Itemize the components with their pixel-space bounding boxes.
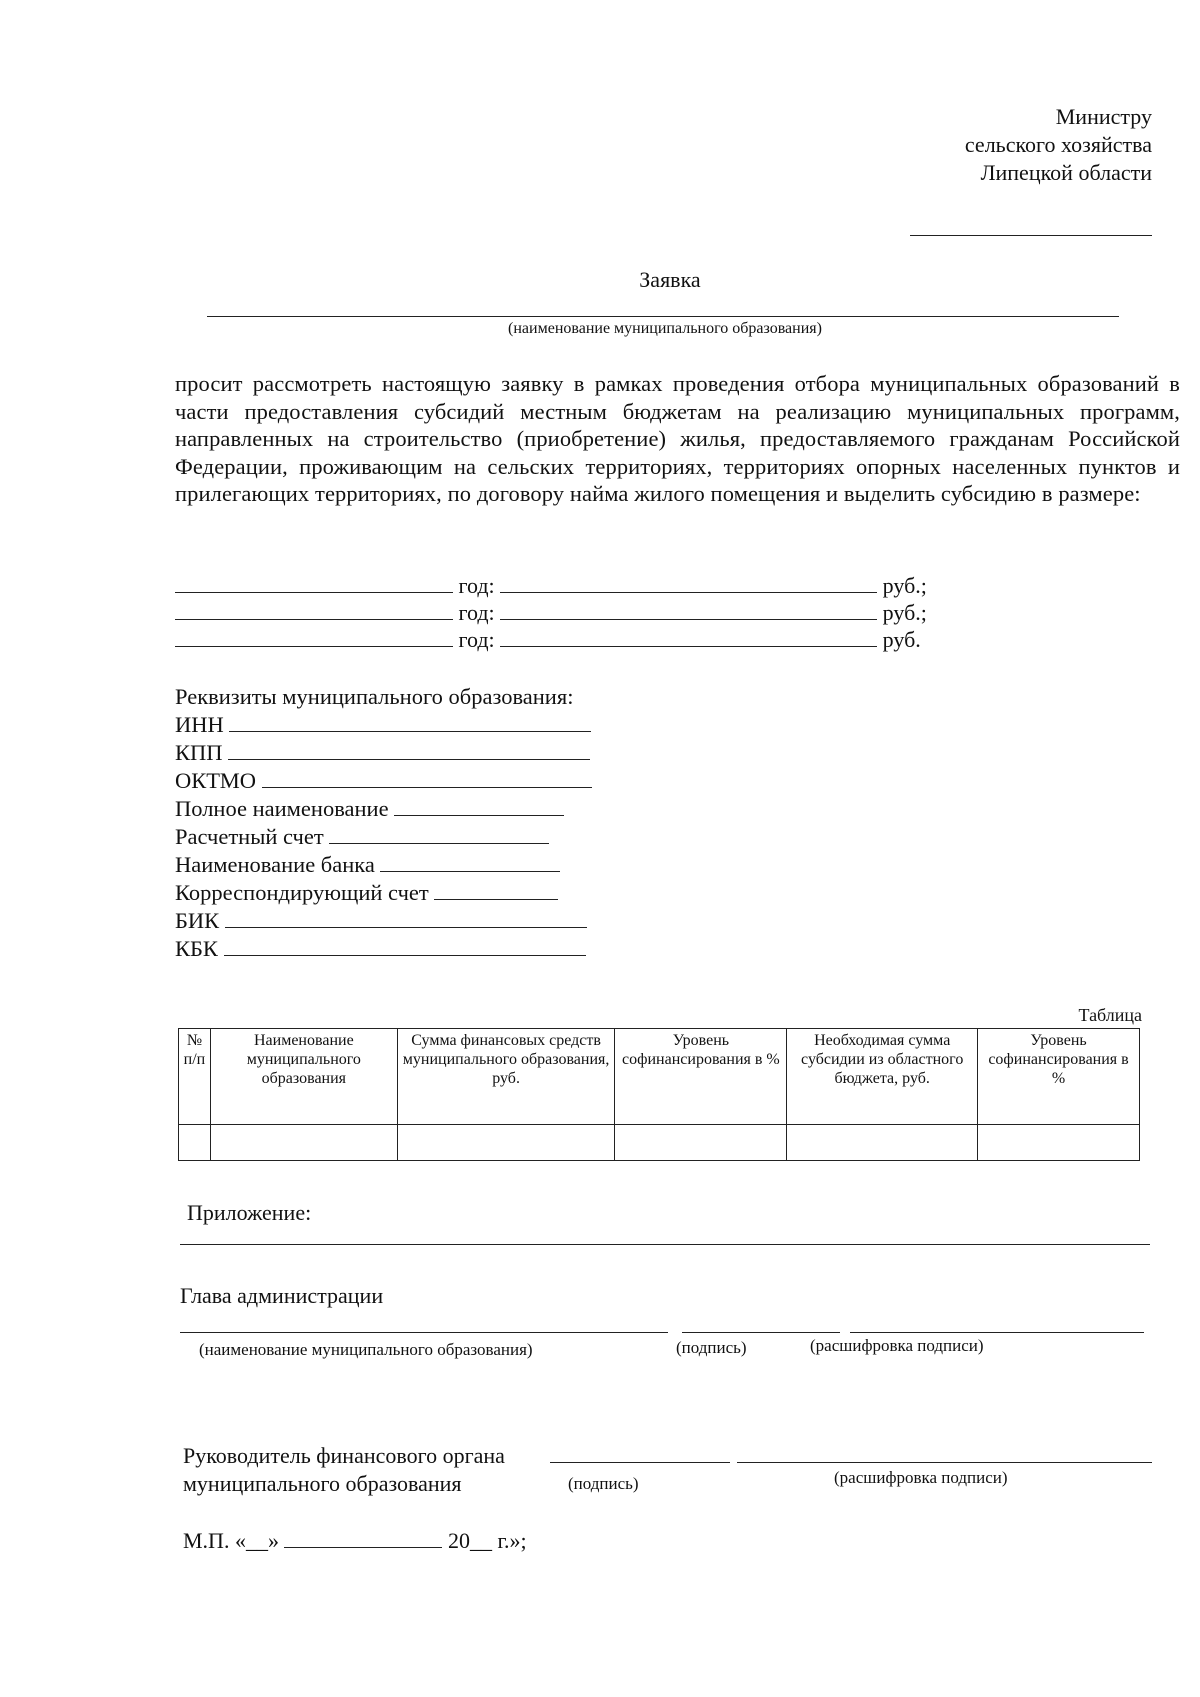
table-cell[interactable] xyxy=(210,1125,397,1161)
table-cell[interactable] xyxy=(787,1125,978,1161)
corr-account-blank[interactable] xyxy=(434,879,558,900)
recipient-block xyxy=(965,103,1152,187)
requisite-oktmo: ОКТМО xyxy=(175,767,592,795)
bik-blank[interactable] xyxy=(225,907,587,928)
head-admin-decode-line[interactable] xyxy=(850,1332,1144,1333)
header-cell: Уровень софинансирования в % xyxy=(615,1029,787,1125)
currency-label: руб. xyxy=(882,627,921,652)
finance-head-sign-line[interactable] xyxy=(550,1462,730,1463)
date-month-blank[interactable] xyxy=(284,1527,442,1548)
header-cell: Наименование муниципального образования xyxy=(210,1029,397,1125)
year-label: год: xyxy=(458,573,495,598)
header-cell: № п/п xyxy=(179,1029,211,1125)
table-cell[interactable] xyxy=(978,1125,1140,1161)
head-admin-name-caption: (наименование муниципального образования) xyxy=(199,1340,533,1359)
head-admin-sign-line[interactable] xyxy=(682,1332,840,1333)
table-label: Таблица xyxy=(1078,1005,1142,1025)
table-row xyxy=(179,1125,1140,1161)
recipient-blank-line[interactable] xyxy=(910,235,1152,236)
year-suffix: 20__ г.»; xyxy=(447,1528,527,1553)
year-label: год: xyxy=(458,600,495,625)
full-name-blank[interactable] xyxy=(394,795,564,816)
table-cell[interactable] xyxy=(397,1125,615,1161)
recipient-line-2: сельского хозяйства xyxy=(964,132,1152,157)
account-blank[interactable] xyxy=(329,823,549,844)
table-header-row xyxy=(179,1029,1140,1125)
requisites-block xyxy=(175,683,592,963)
recipient-line-1: Министру xyxy=(1055,104,1152,129)
kbk-blank[interactable] xyxy=(224,935,586,956)
amount-blank[interactable] xyxy=(500,572,877,593)
stamp-date-line xyxy=(183,1527,527,1554)
requisite-full-name: Полное наименование xyxy=(175,795,592,823)
currency-label: руб.; xyxy=(882,573,927,598)
kpp-blank[interactable] xyxy=(228,739,590,760)
year-amount-row-3 xyxy=(175,626,921,653)
year-blank[interactable] xyxy=(175,572,453,593)
table-cell[interactable] xyxy=(179,1125,211,1161)
subsidy-table xyxy=(178,1028,1140,1161)
year-blank[interactable] xyxy=(175,626,453,647)
requisite-corr-account: Корреспондирующий счет xyxy=(175,879,592,907)
request-paragraph: просит рассмотреть настоящую заявку в рамках проведения отбора муниципальных образований в части предоставления субсидий местным бюджетам на реализацию муниципальных программ, направленных на строительство (приобретение) жилья, предоставляемого гражданам Российской Федерации, проживающим на сельских территориях, территориях опорных населенных пунктов и прилегающих территориях, по договору найма жилого помещения и выделить субсидию в размере: xyxy=(175,371,1180,506)
finance-head-label-2: муниципального образования xyxy=(183,1471,462,1496)
requisites-heading: Реквизиты муниципального образования: xyxy=(175,684,574,709)
bank-blank[interactable] xyxy=(380,851,560,872)
appendix-line[interactable] xyxy=(180,1244,1150,1245)
table-cell[interactable] xyxy=(615,1125,787,1161)
finance-head-decode-line[interactable] xyxy=(737,1462,1152,1463)
head-admin-name-line[interactable] xyxy=(180,1332,668,1333)
requisite-kpp: КПП xyxy=(175,739,592,767)
header-cell: Необходимая сумма субсидии из областного бюджета, руб. xyxy=(787,1029,978,1125)
finance-head-decode-caption: (расшифровка подписи) xyxy=(834,1468,1008,1487)
stamp-label: М.П. «__» xyxy=(183,1528,279,1553)
year-amount-row-1 xyxy=(175,572,927,599)
finance-head-label-1: Руководитель финансового органа xyxy=(183,1443,505,1468)
appendix-label: Приложение: xyxy=(187,1200,312,1225)
requisite-bik: БИК xyxy=(175,907,592,935)
header-cell: Сумма финансовых средств муниципального образования, руб. xyxy=(397,1029,615,1125)
inn-blank[interactable] xyxy=(229,711,591,732)
amount-blank[interactable] xyxy=(500,599,877,620)
finance-head-sign-caption: (подпись) xyxy=(568,1474,639,1493)
oktmo-blank[interactable] xyxy=(262,767,592,788)
head-admin-label: Глава администрации xyxy=(180,1283,384,1308)
recipient-line-3: Липецкой области xyxy=(980,160,1152,185)
requisite-bank: Наименование банка xyxy=(175,851,592,879)
year-blank[interactable] xyxy=(175,599,453,620)
municipality-name-line[interactable] xyxy=(207,316,1119,317)
currency-label: руб.; xyxy=(882,600,927,625)
year-label: год: xyxy=(458,627,495,652)
header-cell: Уровень софинансирования в % xyxy=(978,1029,1140,1125)
municipality-name-caption: (наименование муниципального образования) xyxy=(508,320,822,337)
requisite-account: Расчетный счет xyxy=(175,823,592,851)
head-admin-sign-caption: (подпись) xyxy=(676,1338,747,1357)
year-amount-row-2 xyxy=(175,599,927,626)
document-title: Заявка xyxy=(639,267,701,292)
requisite-kbk: КБК xyxy=(175,935,592,963)
head-admin-decode-caption: (расшифровка подписи) xyxy=(810,1336,984,1355)
requisite-inn: ИНН xyxy=(175,711,592,739)
amount-blank[interactable] xyxy=(500,626,877,647)
